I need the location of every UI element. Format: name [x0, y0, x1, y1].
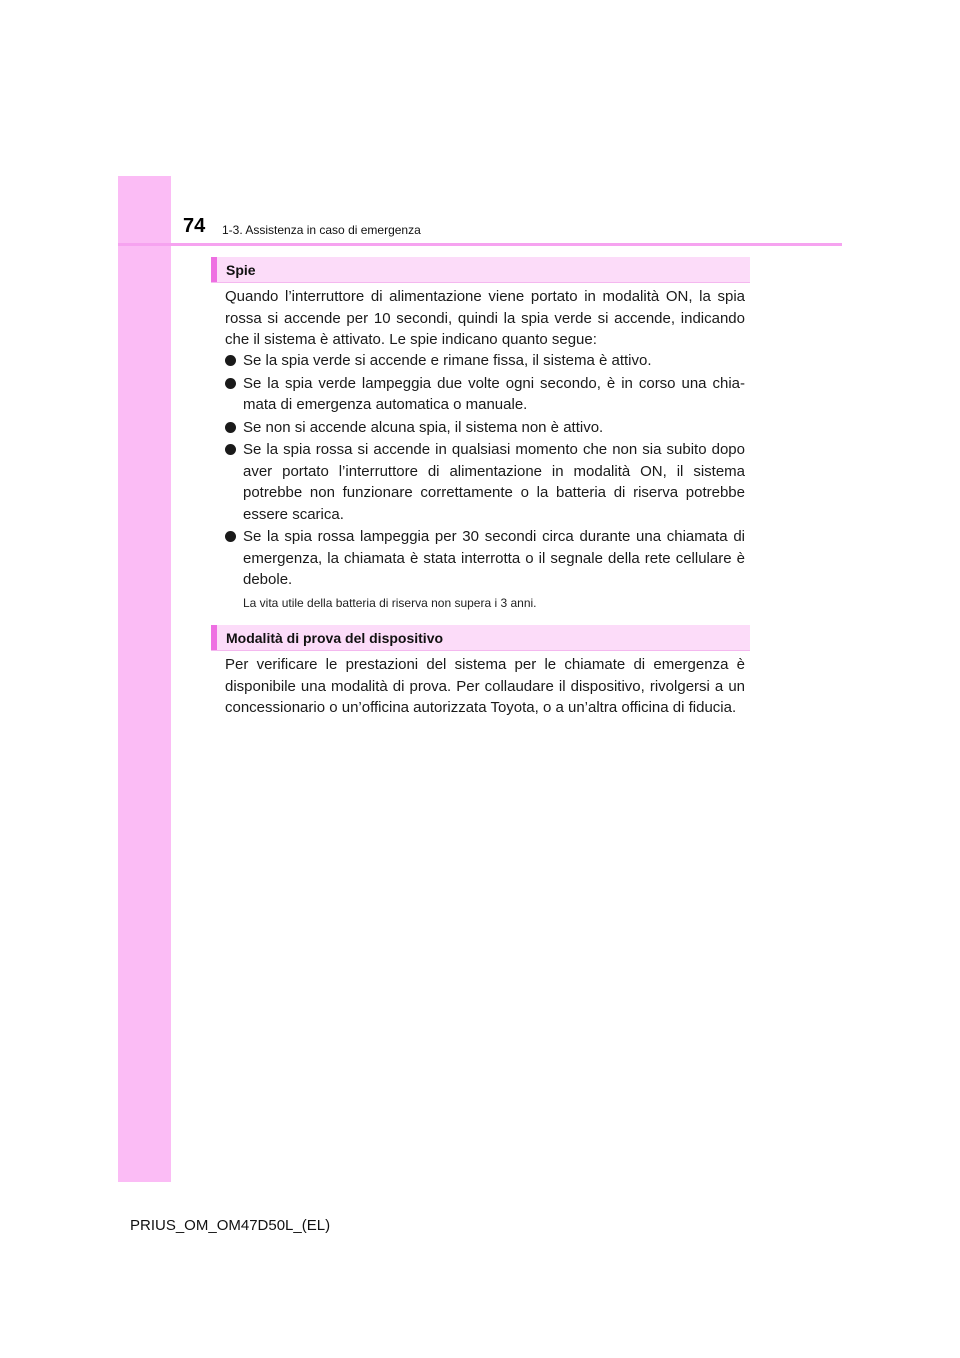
list-item [225, 350, 745, 372]
list-item-text: Se la spia rossa lampeggia per 30 secondi circa durante una chiamata di emergenza, la chiamata è stata interrotta o il segnale della rete cellulare è debole. [243, 528, 745, 588]
list-item [225, 417, 745, 439]
heading-label: Modalità di prova del dispositivo [226, 630, 444, 646]
list-item-text: Se la spia verde si accende e rimane fissa, il sistema è attivo. [243, 352, 652, 369]
heading-marker [211, 625, 217, 650]
heading-spie [211, 257, 750, 283]
heading-marker [211, 257, 217, 282]
side-tab-band [118, 176, 171, 1182]
list-item [225, 526, 745, 591]
test-mode-paragraph: Per verificare le prestazioni del sistema per le chiamate di emergenza è disponibile una modalità di prova. Per collaudare il dispositivo, rivolgersi a un concessionario o un’officina autorizzata Toyota, o a un’altra officina di fiducia. [225, 656, 745, 716]
footer-doc-code: PRIUS_OM_OM47D50L_(EL) [130, 1217, 331, 1234]
heading-test-mode [211, 625, 750, 651]
header-rule [118, 243, 842, 246]
bullet-icon [225, 355, 236, 366]
bullet-icon [225, 378, 236, 389]
section-title: 1-3. Assistenza in caso di emergenza [222, 223, 421, 237]
heading-label: Spie [226, 262, 256, 278]
list-item-text: Se non si accende alcuna spia, il sistema non è attivo. [243, 418, 604, 436]
bullet-icon [225, 531, 236, 542]
page-number: 74 [183, 215, 206, 237]
battery-note: La vita utile della batteria di riserva non supera i 3 anni. [243, 596, 537, 610]
list-item [225, 439, 745, 525]
list-item-text: Se la spia verde lampeggia due volte ogni secondo, è in corso una chia-mata di emergenza automatica o manuale. [243, 374, 745, 413]
spie-intro-paragraph: Quando l’interruttore di alimentazione viene portato in modalità ON, la spia rossa si accende per 10 secondi, quindi la spia verde si accende, indicando che il sistema è attivato. Le spie indicano quanto segue: [225, 288, 745, 348]
spie-bullet-list [225, 350, 745, 592]
bullet-icon [225, 444, 236, 455]
list-item-text: Se la spia rossa si accende in qualsiasi momento che non sia subito dopo aver portato l’interruttore di alimentazione in modalità ON, il sistema potrebbe non funzionare correttamente o la batteria di riserva potrebbe essere scarica. [243, 441, 745, 523]
bullet-icon [225, 422, 236, 433]
list-item [225, 373, 745, 416]
